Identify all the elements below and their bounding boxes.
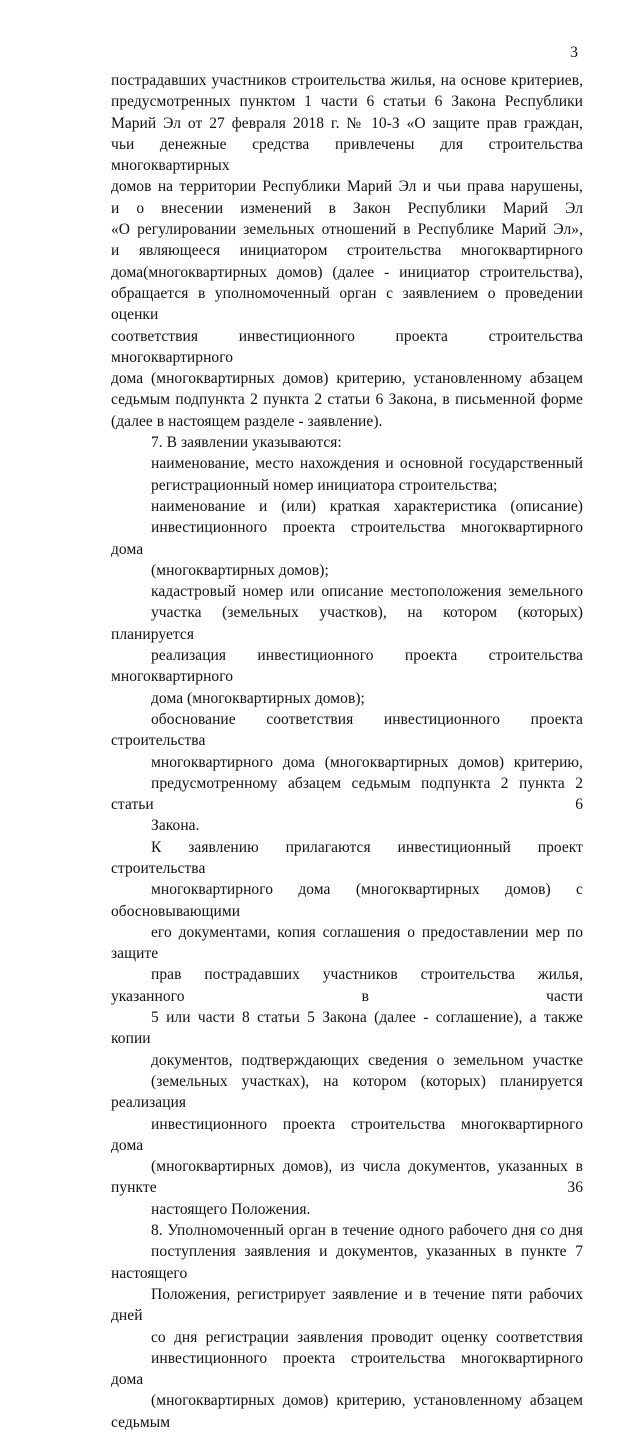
- text-line: Закона.: [151, 817, 200, 835]
- paragraph-item-7-justification: [111, 709, 583, 837]
- text-line: дома(многоквартирных домов) (далее - инициатор строительства),: [111, 263, 583, 281]
- text-line: дома (многоквартирных домов) критерию, установленному абзацем: [111, 370, 583, 388]
- text-line: обоснование соответствия инвестиционного проекта строительства: [111, 710, 583, 750]
- text-line: и являющееся инициатором строительства многоквартирного: [111, 242, 583, 260]
- text-line: документов, подтверждающих сведения о земельном участке: [151, 1051, 583, 1069]
- text-line: многоквартирного дома (многоквартирных домов) критерию,: [151, 753, 583, 771]
- text-line: регистрационный номер инициатора строительства;: [151, 476, 498, 494]
- paragraph-attachments: [111, 837, 583, 1220]
- text-line: К заявлению прилагаются инвестиционный проект строительства: [111, 838, 583, 877]
- text-line: (далее в настоящем разделе - заявление).: [111, 412, 383, 430]
- text-line: (многоквартирных домов);: [151, 561, 329, 579]
- text-line: дома (многоквартирных домов);: [151, 689, 365, 707]
- text-line: предусмотренному абзацем седьмым подпункта 2 пункта 2 статьи 6: [111, 774, 583, 814]
- text-line: Положения, регистрирует заявление и в течение пяти рабочих дней: [111, 1285, 583, 1325]
- text-line: (земельных участках), на котором (которых) планируется реализация: [111, 1072, 583, 1112]
- paragraph-item-7-name-location: [111, 453, 583, 496]
- paragraph-item-8: [111, 1220, 583, 1433]
- text-line: настоящего Положения.: [151, 1200, 311, 1218]
- text-line: 5 или части 8 статьи 5 Закона (далее - соглашение), а также копии: [111, 1009, 583, 1048]
- page-number: 3: [570, 44, 578, 61]
- text-line: соответствия инвестиционного проекта строительства многоквартирного: [111, 327, 583, 366]
- text-line: инвестиционного проекта строительства многоквартирного дома: [111, 519, 583, 558]
- text-line: наименование и (или) краткая характеристика (описание): [151, 497, 583, 515]
- text-line: инвестиционного проекта строительства многоквартирного дома: [111, 1349, 583, 1389]
- text-line: инвестиционного проекта строительства многоквартирного дома: [111, 1115, 583, 1154]
- text-line: многоквартирного дома (многоквартирных домов) с обосновывающими: [111, 881, 583, 920]
- text-line: прав пострадавших участников строительства жилья, указанного в части: [111, 966, 583, 1005]
- text-line: его документами, копия соглашения о предоставлении мер по защите: [111, 923, 583, 963]
- paragraph-item-7-heading: [111, 432, 583, 453]
- text-line: Марий Эл от 27 февраля 2018 г. № 10-З «О защите прав граждан,: [111, 114, 583, 132]
- paragraph-item-7-project-description: [111, 496, 583, 581]
- text-line: чьи денежные средства привлечены для строительства многоквартирных: [111, 135, 583, 175]
- text-line: пострадавших участников строительства жилья, на основе критериев,: [111, 72, 583, 89]
- text-line: участка (земельных участков), на котором (которых) планируется: [111, 604, 583, 643]
- text-line: предусмотренных пунктом 1 части 6 статьи 6 Закона Республики: [111, 93, 583, 111]
- text-line: наименование, место нахождения и основной государственный: [151, 455, 583, 473]
- document-body: [111, 70, 583, 1433]
- text-line: реализация инвестиционного проекта строительства многоквартирного: [111, 647, 583, 686]
- text-line: 7. В заявлении указываются:: [151, 434, 342, 452]
- text-line: кадастровый номер или описание местоположения земельного: [151, 583, 583, 601]
- text-line: (многоквартирных домов), из числа документов, указанных в пункте 36: [111, 1158, 583, 1197]
- paragraph-intro-continuation: [111, 70, 583, 432]
- text-line: (многоквартирных домов) критерию, установленному абзацем седьмым: [111, 1392, 583, 1431]
- text-line: домов на территории Республики Марий Эл и чьи права нарушены,: [111, 178, 583, 196]
- paragraph-item-7-cadastral-number: [111, 581, 583, 709]
- text-line: со дня регистрации заявления проводит оценку соответствия: [151, 1328, 583, 1346]
- text-line: 8. Уполномоченный орган в течение одного рабочего дня со дня: [151, 1222, 583, 1240]
- text-line: и о внесении изменений в Закон Республики Марий Эл: [111, 199, 583, 217]
- text-line: обращается в уполномоченный орган с заявлением о проведении оценки: [111, 284, 583, 324]
- text-line: седьмым подпункта 2 пункта 2 статьи 6 Закона, в письменной форме: [111, 391, 583, 409]
- text-line: поступления заявления и документов, указанных в пункте 7 настоящего: [111, 1243, 583, 1282]
- text-line: «О регулировании земельных отношений в Республике Марий Эл»,: [111, 221, 583, 239]
